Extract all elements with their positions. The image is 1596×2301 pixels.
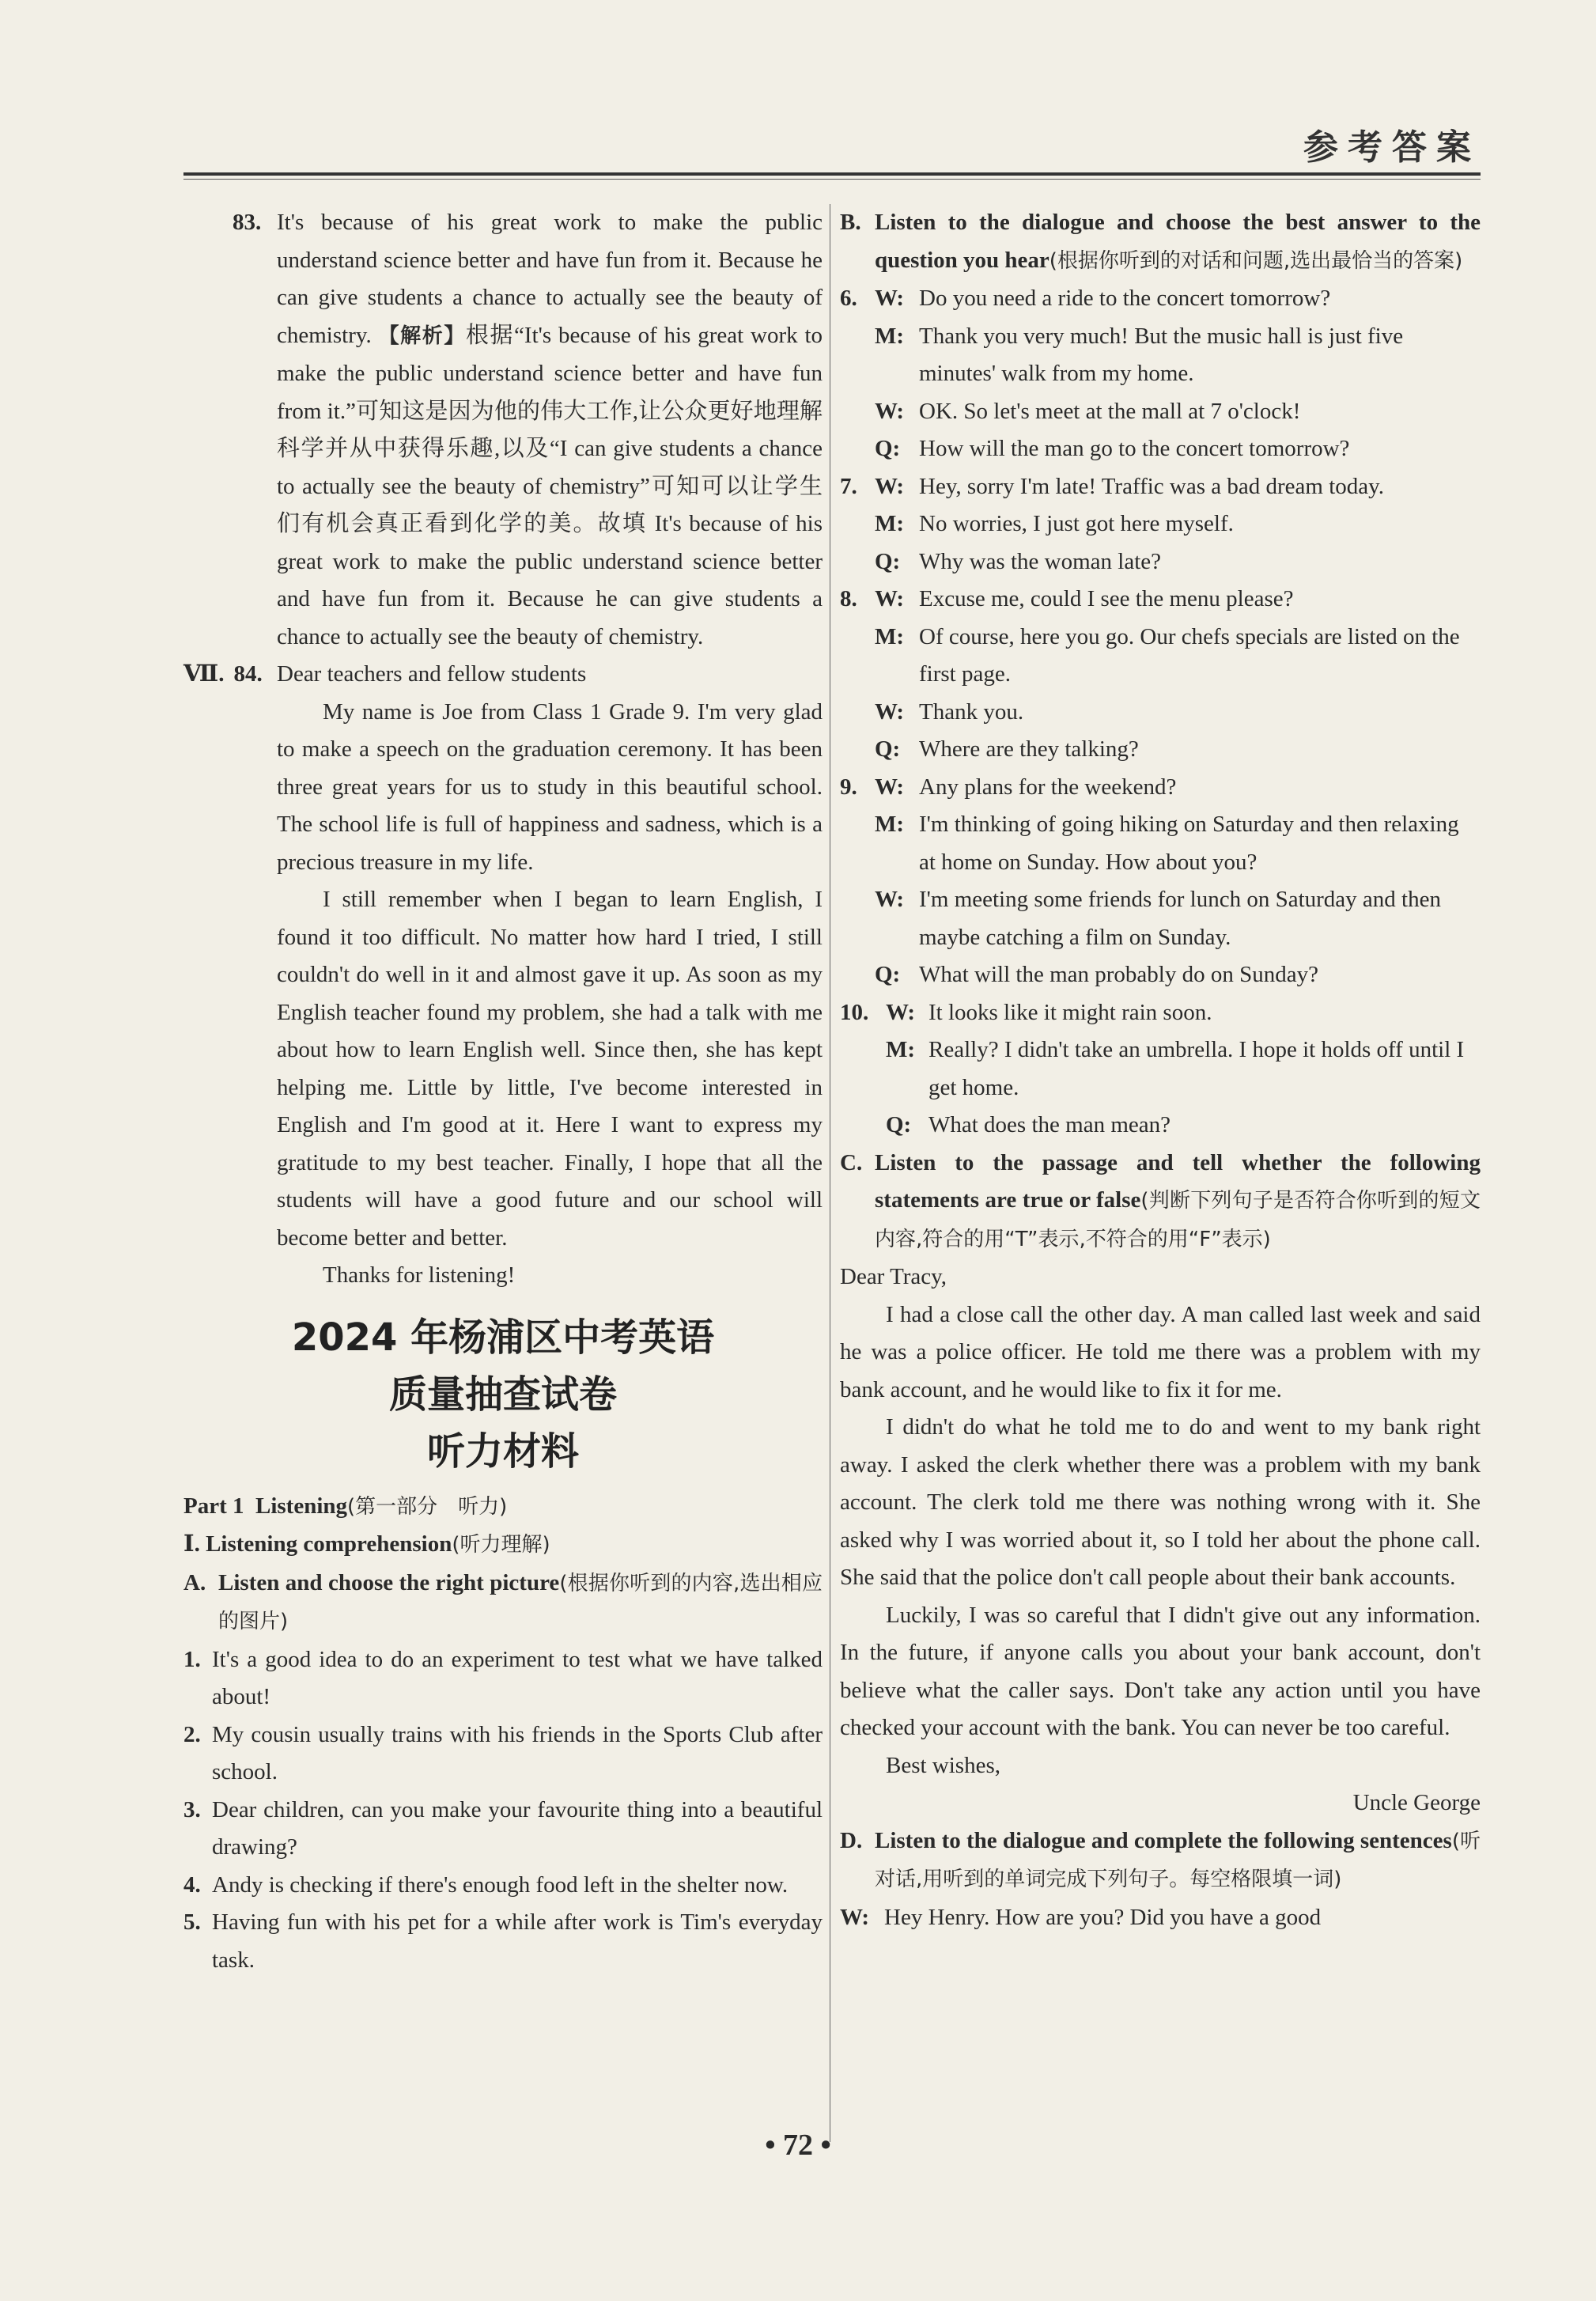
- speaker: W:: [875, 286, 905, 311]
- section-title-cn: (根据你听到的内容,选出相应的图片): [218, 1571, 823, 1633]
- line-text: I'm thinking of going hiking on Saturday and then relaxing at home on Sunday. How about you?: [919, 812, 1459, 875]
- section-d-heading: [840, 1822, 1481, 1899]
- list-item: [183, 1867, 823, 1905]
- speech-paragraph-2: I still remember when I began to learn English, I found it too difficult. No matter how hard I tried, I still couldn't do well in it and almost gave it up. As soon as my English teacher found my problem, she had a talk with me about how to learn English well. Since then, she has kept helping me. Little by little, I've become interested in English and I'm good at it. Here I want to express my gratitude to my best teacher. Finally, I hope that all the students will have a good future and our school will become better and better.: [277, 887, 823, 1251]
- section-letter: A.: [183, 1569, 206, 1595]
- letter-closing: Best wishes,: [886, 1752, 1000, 1778]
- dialogue-line: [840, 806, 1481, 881]
- speaker: Q:: [875, 548, 901, 574]
- dialogue-line: [840, 581, 1481, 619]
- line-text: Hey, sorry I'm late! Traffic was a bad dream today.: [919, 473, 1385, 499]
- speaker: W:: [875, 473, 905, 499]
- section-title-cn: (根据你听到的对话和问题,选出最恰当的答案): [1049, 248, 1463, 273]
- line-text: Hey Henry. How are you? Did you have a good: [884, 1904, 1322, 1930]
- header-rule-thin: [183, 179, 1481, 180]
- header-rule: [183, 172, 1481, 176]
- speaker: Q:: [875, 962, 901, 987]
- dialogue-number: 10.: [840, 999, 869, 1025]
- speaker: M:: [875, 623, 905, 649]
- line-text: What does the man mean?: [928, 1112, 1171, 1137]
- section-1-heading: [183, 1526, 823, 1565]
- question-number: [183, 656, 263, 694]
- dialogue-number: 6.: [840, 286, 857, 311]
- speaker: W:: [886, 999, 916, 1025]
- section-title-cn: (听力理解): [452, 1533, 550, 1557]
- part-1-heading: [183, 1488, 823, 1527]
- speaker: M:: [875, 511, 905, 536]
- part-title: Listening: [255, 1493, 348, 1519]
- letter-paragraph-2: I didn't do what he told me to do and went to my bank right away. I asked the clerk whether there was a problem with my bank account. The clerk told me there was nothing wrong with it. She asked why I was worried about it, so I told her about the phone call. She said that the police don't call people about their bank accounts.: [840, 1414, 1481, 1590]
- answer-84: [183, 656, 823, 1295]
- speaker: W:: [840, 1904, 870, 1930]
- dialogue-line: [840, 1899, 1481, 1937]
- letter-paragraph-3: Luckily, I was so careful that I didn't give out any information. In the future, if anyone calls you about your bank account, don't believe what the caller says. Don't take any action until you have checked your account with the bank. You can never be too careful.: [840, 1602, 1481, 1740]
- speaker: W:: [875, 698, 905, 725]
- section-letter: B.: [840, 210, 861, 235]
- speaker: W:: [875, 398, 905, 424]
- speaker: W:: [875, 586, 905, 611]
- dialogue-line: [840, 318, 1481, 393]
- speaker: Q:: [875, 736, 901, 762]
- section-c-heading: [840, 1145, 1481, 1259]
- line-text: I'm meeting some friends for lunch on Saturday and then maybe catching a film on Sunday.: [919, 887, 1441, 950]
- section-title: Listen to the dialogue and complete the following sentences: [875, 1827, 1452, 1853]
- section-number: Ⅰ.: [183, 1531, 200, 1557]
- dialogue-number: 8.: [840, 586, 857, 611]
- dialogue-line: [840, 769, 1481, 807]
- item-text: Dear children, can you make your favourite thing into a beautiful drawing?: [212, 1796, 823, 1860]
- dialogue-line: [840, 994, 1481, 1032]
- answer-text: It's because of his great work to make the public understand science better and have fun from it. Because he can give students a chance to actually see the beauty of chemistry.: [277, 210, 823, 348]
- line-text: Any plans for the weekend?: [919, 774, 1177, 800]
- letter-paragraph-1: I had a close call the other day. A man called last week and said he was a police officer. He told me there was a problem with my bank account, and he would like to fix it for me.: [840, 1301, 1481, 1402]
- section-letter: C.: [840, 1149, 863, 1175]
- line-text: Thank you very much! But the music hall is just five minutes' walk from my home.: [919, 323, 1404, 386]
- dialogue-line: [840, 543, 1481, 581]
- line-text: Thank you.: [919, 698, 1024, 725]
- section-title-cn: (听对话,用听到的单词完成下列句子。每空格限填一词): [875, 1829, 1481, 1891]
- section-title: Listen to the passage and tell whether the following statements are true or false: [875, 1149, 1481, 1213]
- left-column: [183, 204, 823, 1979]
- letter-signature: Uncle George: [1352, 1790, 1481, 1815]
- dialogue-line: [840, 505, 1481, 543]
- line-text: Excuse me, could I see the menu please?: [919, 586, 1294, 611]
- section-title: Listening comprehension: [206, 1531, 452, 1557]
- section-title-cn: (判断下列句子是否符合你听到的短文内容,符合的用“T”表示,不符合的用“F”表示): [875, 1189, 1481, 1251]
- item-number: 2.: [183, 1721, 201, 1747]
- item-number: 1.: [183, 1646, 201, 1672]
- analysis-label: 【解析】: [378, 324, 466, 348]
- list-item: [183, 1904, 823, 1979]
- item-number: 5.: [183, 1909, 201, 1935]
- speaker: W:: [875, 887, 905, 912]
- list-item: [183, 1792, 823, 1867]
- analysis-text: 根据“It's because of his great work to make the public understand science better and have fun from it.”可知这是因为他的伟大工作,让公众更好地理解科学并从中获得乐趣,以及“I can give students a chance to actually see the beauty of chemistry”可知可以让学生们有机会真正看到化学的美。故填 It's because of his great work to make the public understand science better and have fun from it. Because he can give students a chance to actually see the beauty of chemistry.: [277, 322, 823, 649]
- question-number-84: 84.: [233, 661, 263, 687]
- section-letter: D.: [840, 1827, 863, 1853]
- page-header-title: 参考答案: [1303, 127, 1481, 168]
- item-number: 4.: [183, 1871, 201, 1898]
- speech-closing: Thanks for listening!: [323, 1262, 516, 1288]
- line-text: How will the man go to the concert tomorrow?: [919, 436, 1350, 461]
- dialogue-line: [840, 468, 1481, 506]
- speaker: M:: [875, 323, 905, 349]
- dialogue-line: [840, 1031, 1481, 1107]
- list-item: [183, 1641, 823, 1716]
- line-text: Do you need a ride to the concert tomorrow?: [919, 286, 1331, 311]
- paper-title-line-3: 听力材料: [426, 1429, 579, 1474]
- speech-greeting: Dear teachers and fellow students: [277, 661, 587, 687]
- list-item: [183, 1716, 823, 1792]
- speech-paragraph-1: My name is Joe from Class 1 Grade 9. I'm very glad to make a speech on the graduation ceremony. It has been three great years for us to study in this beautiful school. The school life is full of happiness and sadness, which is a precious treasure in my life.: [277, 698, 823, 875]
- item-number: 3.: [183, 1796, 201, 1822]
- dialogue-line: [840, 1107, 1481, 1145]
- line-text: It looks like it might rain soon.: [928, 999, 1212, 1025]
- dialogue-number: 9.: [840, 774, 857, 800]
- dialogue-line: [840, 731, 1481, 769]
- paper-title-line-1: 2024 年杨浦区中考英语: [291, 1315, 715, 1360]
- speaker: Q:: [886, 1112, 912, 1137]
- section-title: Listen and choose the right picture: [218, 1569, 560, 1595]
- line-text: No worries, I just got here myself.: [919, 511, 1234, 536]
- dialogue-line: [840, 393, 1481, 431]
- question-number: 83.: [233, 210, 262, 235]
- dialogue-line: [840, 430, 1481, 468]
- speaker: M:: [875, 812, 905, 837]
- line-text: OK. So let's meet at the mall at 7 o'clock!: [919, 398, 1301, 424]
- line-text: Where are they talking?: [919, 736, 1139, 762]
- line-text: What will the man probably do on Sunday?: [919, 962, 1318, 987]
- item-text: Andy is checking if there's enough food left in the shelter now.: [212, 1871, 789, 1898]
- part-title-cn: (第一部分 听力): [347, 1494, 508, 1519]
- section-roman: Ⅶ.: [183, 661, 225, 687]
- dialogue-line: [840, 619, 1481, 694]
- dialogue-line: [840, 280, 1481, 318]
- dialogue-number: 7.: [840, 473, 857, 499]
- section-title: Listen to the dialogue and choose the best answer to the question you hear: [875, 210, 1481, 273]
- answer-83: [183, 204, 823, 656]
- dialogue-line: [840, 881, 1481, 956]
- line-text: Why was the woman late?: [919, 548, 1162, 574]
- speaker: M:: [886, 1037, 916, 1062]
- speaker: W:: [875, 774, 905, 800]
- paper-title-line-2: 质量抽查试卷: [388, 1372, 617, 1417]
- item-text: Having fun with his pet for a while after work is Tim's everyday task.: [212, 1909, 823, 1973]
- section-a-heading: [183, 1565, 823, 1641]
- line-text: Of course, here you go. Our chefs specials are listed on the first page.: [919, 623, 1460, 687]
- section-b-heading: [840, 204, 1481, 280]
- letter-greeting: Dear Tracy,: [840, 1264, 947, 1289]
- dialogue-line: [840, 694, 1481, 732]
- item-text: It's a good idea to do an experiment to test what we have talked about!: [212, 1646, 823, 1709]
- right-column: [840, 204, 1481, 1936]
- page-number: • 72 •: [765, 2129, 831, 2162]
- line-text: Really? I didn't take an umbrella. I hope it holds off until I get home.: [928, 1037, 1465, 1100]
- paper-title: [183, 1309, 823, 1480]
- speaker: Q:: [875, 436, 901, 461]
- item-text: My cousin usually trains with his friends in the Sports Club after school.: [212, 1721, 823, 1784]
- part-label: Part 1: [183, 1493, 244, 1519]
- dialogue-line: [840, 956, 1481, 994]
